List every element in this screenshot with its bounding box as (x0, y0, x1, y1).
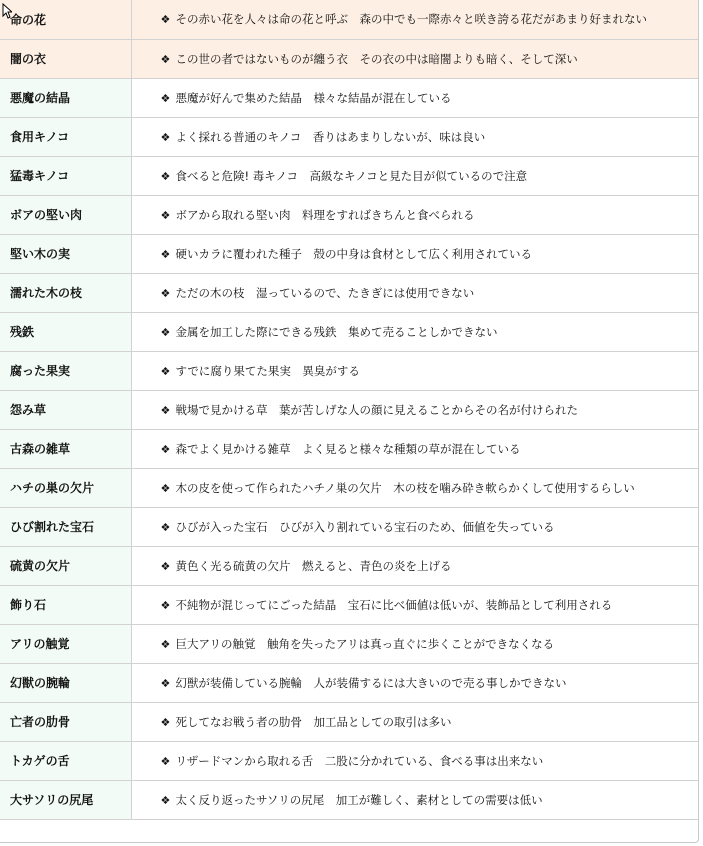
bullet-icon: ❖ (160, 208, 171, 222)
item-description-text: 巨大アリの触覚 触角を失ったアリは真っ直ぐに歩くことができなくなる (175, 636, 555, 651)
table-row (0, 546, 698, 585)
item-description-text: 木の皮を使って作られたハチノ巣の欠片 木の枝を噛み砕き軟らかくして使用するらしい (175, 480, 635, 495)
item-name-cell: 猛毒キノコ (0, 156, 131, 195)
table-row (0, 273, 698, 312)
item-description-cell (131, 234, 698, 273)
item-description-cell (131, 468, 698, 507)
bullet-icon: ❖ (160, 364, 171, 378)
bullet-icon: ❖ (160, 130, 171, 144)
table-row (0, 117, 698, 156)
item-name-cell: ひび割れた宝石 (0, 507, 131, 546)
item-description-text: 悪魔が好んで集めた結晶 様々な結晶が混在している (175, 90, 452, 105)
item-description-text: ボアから取れる堅い肉 料理をすればきちんと食べられる (175, 207, 475, 222)
item-description-cell (131, 117, 698, 156)
item-description-cell (131, 390, 698, 429)
bullet-icon: ❖ (160, 715, 171, 729)
item-description-text: リザードマンから取れる舌 二股に分かれている、食べる事は出来ない (175, 753, 544, 768)
item-description-text: 硬いカラに覆われた種子 殻の中身は食材として広く利用されている (175, 246, 532, 261)
bullet-icon: ❖ (160, 793, 171, 807)
bullet-icon: ❖ (160, 481, 171, 495)
bullet-icon: ❖ (160, 325, 171, 339)
table-row (0, 390, 698, 429)
item-description-text: ただの木の枝 湿っているので、たきぎには使用できない (175, 285, 475, 300)
table-row (0, 156, 698, 195)
bullet-icon: ❖ (160, 520, 171, 534)
bullet-icon: ❖ (160, 637, 171, 651)
item-description-cell (131, 0, 698, 39)
table-row (0, 351, 698, 390)
table-row (0, 741, 698, 780)
item-description-cell (131, 624, 698, 663)
item-name-cell: 亡者の肋骨 (0, 702, 131, 741)
table-row (0, 624, 698, 663)
item-description-cell (131, 507, 698, 546)
item-description-text: 不純物が混じってにごった結晶 宝石に比べ価値は低いが、装飾品として利用される (175, 597, 613, 612)
bullet-icon: ❖ (160, 286, 171, 300)
table-row (0, 585, 698, 624)
item-description-text: 戦場で見かける草 葉が苦しげな人の顔に見えることからその名が付けられた (175, 402, 578, 417)
item-description-cell (131, 39, 698, 78)
bullet-icon: ❖ (160, 13, 171, 27)
item-name-cell: 闇の衣 (0, 39, 131, 78)
bullet-icon: ❖ (160, 247, 171, 261)
table-row (0, 468, 698, 507)
item-description-cell (131, 741, 698, 780)
bullet-icon: ❖ (160, 91, 171, 105)
table-row (0, 507, 698, 546)
bullet-icon: ❖ (160, 169, 171, 183)
item-description-text: 森でよく見かける雑草 よく見ると様々な種類の草が混在している (175, 441, 521, 456)
item-description-cell (131, 702, 698, 741)
bullet-icon: ❖ (160, 754, 171, 768)
mouse-cursor-icon (2, 3, 12, 19)
item-name-cell: 怨み草 (0, 390, 131, 429)
item-description-cell (131, 78, 698, 117)
table-row (0, 663, 698, 702)
table-row (0, 429, 698, 468)
item-description-cell (131, 351, 698, 390)
item-name-cell: 飾り石 (0, 585, 131, 624)
item-name-cell: 大サソリの尻尾 (0, 780, 131, 819)
table-row (0, 195, 698, 234)
item-description-cell (131, 429, 698, 468)
table-row (0, 0, 698, 39)
table-row (0, 312, 698, 351)
item-name-cell: アリの触覚 (0, 624, 131, 663)
bullet-icon: ❖ (160, 442, 171, 456)
table-row (0, 39, 698, 78)
item-name-cell: 残鉄 (0, 312, 131, 351)
table-row (0, 78, 698, 117)
bullet-icon: ❖ (160, 676, 171, 690)
bullet-icon: ❖ (160, 403, 171, 417)
bullet-icon: ❖ (160, 598, 171, 612)
item-description-cell (131, 273, 698, 312)
item-description-cell (131, 156, 698, 195)
item-description-text: その赤い花を人々は命の花と呼ぶ 森の中でも一際赤々と咲き誇る花だがあまり好まれない (175, 12, 647, 27)
item-description-cell (131, 546, 698, 585)
item-description-cell (131, 195, 698, 234)
item-name-cell: 堅い木の実 (0, 234, 131, 273)
item-description-text: 食べると危険! 毒キノコ 高級なキノコと見た目が似ているので注意 (175, 168, 528, 183)
item-name-cell: 食用キノコ (0, 117, 131, 156)
table-row (0, 702, 698, 741)
item-name-cell: トカゲの舌 (0, 741, 131, 780)
item-name-cell: 腐った果実 (0, 351, 131, 390)
item-name-cell: ボアの堅い肉 (0, 195, 131, 234)
item-name-cell: 命の花 (0, 0, 131, 39)
item-description-cell (131, 312, 698, 351)
item-name-cell: 古森の雑草 (0, 429, 131, 468)
item-name-cell: 濡れた木の枝 (0, 273, 131, 312)
bullet-icon: ❖ (160, 52, 171, 66)
item-description-text: 黄色く光る硫黄の欠片 燃えると、青色の炎を上げる (175, 558, 452, 573)
item-description-cell (131, 780, 698, 819)
item-description-text: よく採れる普通のキノコ 香りはあまりしないが、味は良い (175, 129, 486, 144)
table-row (0, 234, 698, 273)
item-description-cell (131, 663, 698, 702)
item-description-text: 金属を加工した際にできる残鉄 集めて売ることしかできない (175, 324, 498, 339)
table-row (0, 780, 698, 819)
item-name-cell: 悪魔の結晶 (0, 78, 131, 117)
item-description-text: すでに腐り果てた果実 異臭がする (175, 363, 360, 378)
item-name-cell: 幻獣の腕輪 (0, 663, 131, 702)
item-description-cell (131, 585, 698, 624)
item-name-cell: 硫黄の欠片 (0, 546, 131, 585)
item-description-text: 幻獣が装備している腕輪 人が装備するには大きいので売る事しかできない (175, 675, 567, 690)
item-description-text: 死してなお戦う者の肋骨 加工品としての取引は多い (175, 714, 452, 729)
bullet-icon: ❖ (160, 559, 171, 573)
item-description-text: この世の者ではないものが纏う衣 その衣の中は暗闇よりも暗く、そして深い (175, 51, 578, 66)
item-description-text: ひびが入った宝石 ひびが入り割れている宝石のため、価値を失っている (175, 519, 555, 534)
item-description-text: 太く反り返ったサソリの尻尾 加工が難しく、素材としての需要は低い (175, 792, 543, 807)
item-name-cell: ハチの巣の欠片 (0, 468, 131, 507)
